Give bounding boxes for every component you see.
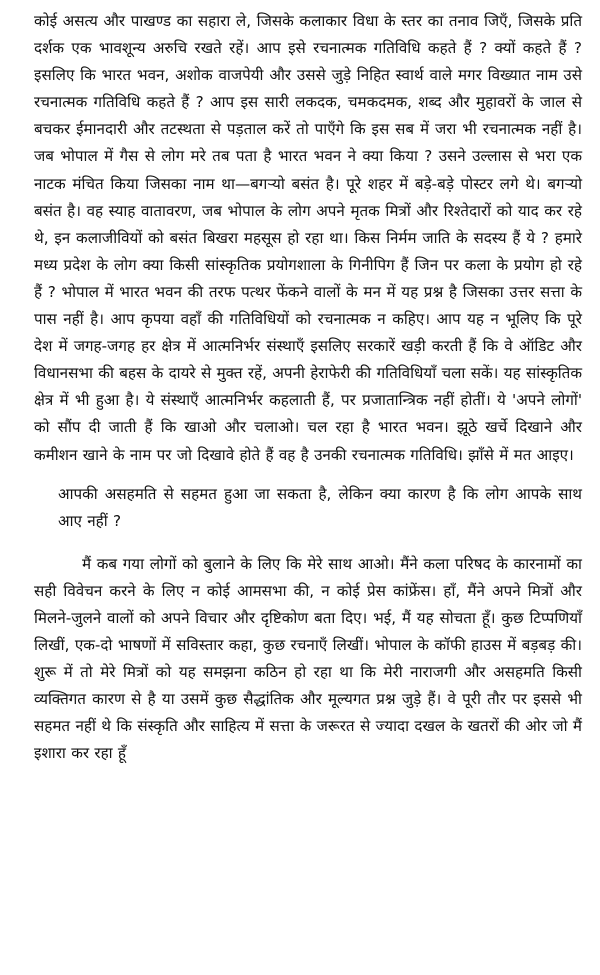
interview-answer: मैं कब गया लोगों को बुलाने के लिए कि मेरे साथ आओ। मैंने कला परिषद के कारनामों का सही विवेचन करने के लिए न कोई आमसभा की, न कोई प्रेस कांफ्रेंस। हाँ, मैंने अपने मित्रों और मिलने-जुलने वालों को अपने विचार और दृष्टिकोण बता दिए। भई, मैं यह सोचता हूँ। कुछ टिप्पणियाँ लिखीं, एक-दो भाषणों में सविस्तार कहा, कुछ रचनाएँ लिखीं। भोपाल के कॉफी हाउस में बड़बड़ की। शुरू में तो मेरे मित्रों को यह समझना कठिन हो रहा था कि मेरी नाराजगी और असहमति किसी व्यक्तिगत कारण से है या उसमें कुछ सैद्धांतिक और मूल्यगत प्रश्न जुड़े हैं। वे पूरी तौर पर इससे भी सहमत नहीं थे कि संस्कृति और साहित्य में सत्ता के जरूरत से ज्यादा दखल के खतरों की ओर जो मैं इशारा कर रहा हूँ: [34, 554, 582, 763]
interview-question: आपकी असहमति से सहमत हुआ जा सकता है, लेकिन क्या कारण है कि लोग आपके साथ आए नहीं ?: [58, 484, 582, 530]
body-paragraph: कोई असत्य और पाखण्ड का सहारा ले, जिसके कलाकार विधा के स्तर का तनाव जिएँ, जिसके प्रति दर्शक एक भावशून्य अरुचि रखते रहें। आप इसे रचनात्मक गतिविधि कहते हैं ? क्यों कहते हैं ? इसलिए कि भारत भवन, अशोक वाजपेयी और उससे जुड़े निहित स्वार्थ वाले मगर विख्यात नाम उसे रचनात्मक गतिविधि कहते हैं ? आप इस सारी लकदक, चमकदमक, शब्द और मुहावरों के जाल से बचकर ईमानदारी और तटस्थता से पड़ताल करें तो पाएँगे कि इस सब में जरा भी रचनात्मक नहीं है। जब भोपाल में गैस से लोग मरे तब पता है भारत भवन ने क्या किया ? उसने उल्लास से भरा एक नाटक मंचित किया जिसका नाम था—बगर्‍यो बसंत है। पूरे शहर में बड़े-बड़े पोस्टर लगे थे। बगर्‍यो बसंत है। वह स्याह वातावरण, जब भोपाल के लोग अपने मृतक मित्रों और रिश्तेदारों को याद कर रहे थे, इन कलाजीवियों को बसंत बिखरा महसूस हो रहा था। किस निर्मम जाति के सदस्य हैं ये ? हमारे मध्य प्रदेश के लोग क्या किसी सांस्कृतिक प्रयोगशाला के गिनीपिग हैं जिन पर कला के प्रयोग हो रहे हैं ? भोपाल में भारत भवन की तरफ पत्थर फेंकने वालों के मन में यह प्रश्न है जिसका उत्तर सत्ता के पास नहीं है। आप कृपया वहाँ की गतिविधियों को रचनात्मक न कहिए। आप यह न भूलिए कि पूरे देश में जगह-जगह हर क्षेत्र में आत्मनिर्भर संस्थाएँ इसलिए सरकारें खड़ी करती हैं कि वे ऑडिट और विधानसभा की बहस के दायरे से मुक्त रहें, अपनी हेराफेरी की गतिविधियाँ चला सकें। यह सांस्कृतिक क्षेत्र में भी हुआ है। ये संस्थाएँ आत्मनिर्भर कहलाती हैं, पर प्रजातान्त्रिक नहीं होतीं। ये 'अपने लोगों' को सौंप दी जाती हैं कि खाओ और चलाओ। चल रहा है भारत भवन। झूठे खर्चे दिखाने और कमीशन खाने के नाम पर जो दिखावे होते हैं वह है उनकी रचनात्मक गतिविधि। झाँसे में मत आइए।: [34, 12, 582, 464]
